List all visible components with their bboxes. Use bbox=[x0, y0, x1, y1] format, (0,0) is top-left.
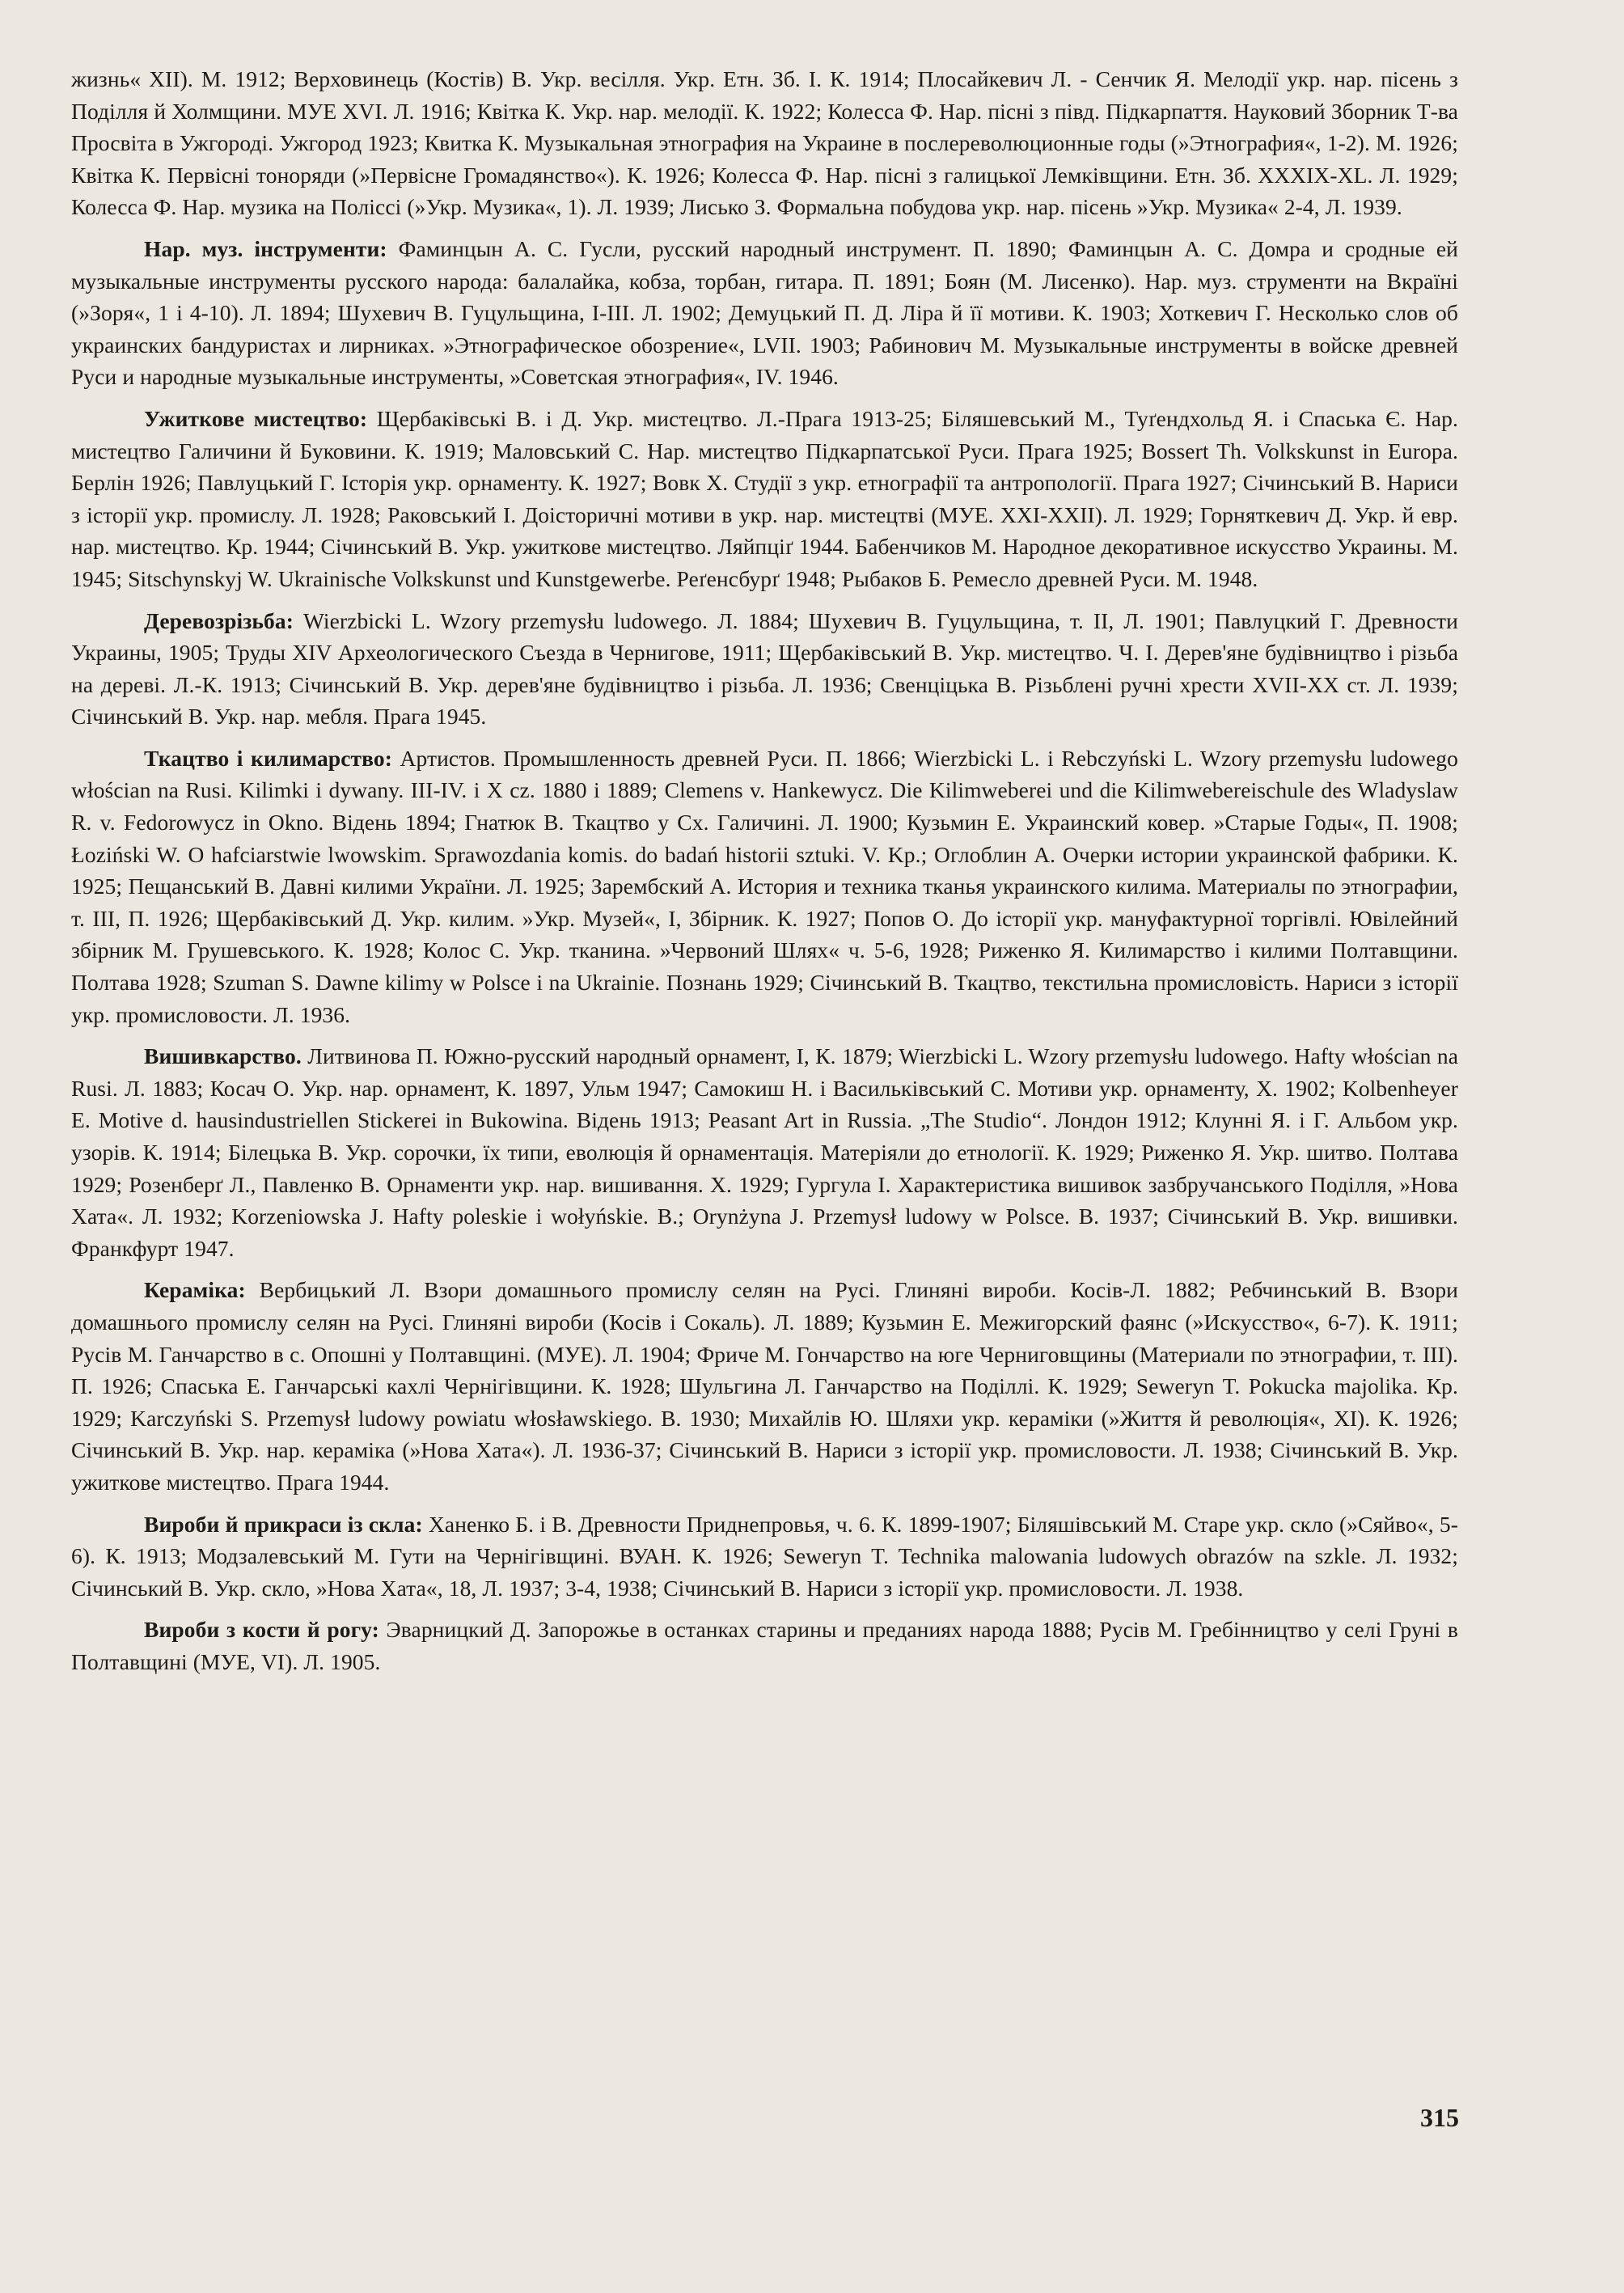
section-heading: Нар. муз. інструменти: bbox=[144, 235, 387, 261]
bibliography-paragraph-applied-art bbox=[71, 403, 1458, 595]
section-text: Wierzbicki L. Wzory przemysłu ludowego. Л. 1884; Шухевич В. Гуцульщина, т. II, Л. 1901; Павлуцкий Г. Древности Украины, 1905; Труды XIV Археологического Съезда в Чернигове, 1911; Щербаківський В. Укр. мистецтво. Ч. І. Дерев'яне будівництво і різьба на дереві. Л.-К. 1913; Січинський В. Укр. дерев'яне будівництво і різьба. Л. 1936; Свенціцька В. Різьблені ручні хрести XVII-XX ст. Л. 1939; Січинський В. Укр. нар. мебля. Прага 1945. bbox=[71, 607, 1458, 730]
section-heading: Вироби й прикраси із скла: bbox=[144, 1511, 423, 1537]
bibliography-paragraph-music bbox=[71, 63, 1458, 223]
section-heading: Деревозрізьба: bbox=[144, 607, 294, 633]
section-text: Щербаківські В. і Д. Укр. мистецтво. Л.-Прага 1913-25; Біляшевський М., Туґендхольд Я. і Спаська Є. Нар. мистецтво Галичини й Буковини. К. 1919; Маловський С. Нар. мистецтво Підкарпатської Руси. Прага 1925; Bossert Th. Volkskunst in Europa. Берлін 1926; Павлуцький Г. Історія укр. орнаменту. К. 1927; Вовк Х. Студії з укр. етнографії та антропології. Прага 1927; Січинський В. Нариси з історії укр. промислу. Л. 1928; Раковський І. Доісторичні мотиви в укр. нар. мистецтві (МУЕ. XXI-XXII). Л. 1929; Горняткевич Д. Укр. й евр. нар. мистецтво. Кр. 1944; Січинський В. Укр. ужиткове мистецтво. Ляйпціґ 1944. Бабенчиков М. Народное декоративное искусство Украины. М. 1945; Sitschynskyj W. Ukrainische Volkskunst und Kunstgewerbe. Реґенсбурґ 1948; Рыбаков Б. Ремесло древней Руси. М. 1948. bbox=[71, 405, 1458, 591]
section-text: Артистов. Промышленность древней Руси. П. 1866; Wierzbicki L. i Rebczyński L. Wzory przemysłu ludowego włościan na Rusi. Kilimki i dywany. III-IV. i X cz. 1880 i 1889; Clemens v. Hankewycz. Die Kilimweberei und die Kilimwebereischule des Wladyslaw R. v. Fedorowycz in Okno. Відень 1894; Гнатюк В. Ткацтво у Сх. Галичині. Л. 1900; Кузьмин Е. Украинский ковер. »Старые Годы«, П. 1908; Łoziński W. O hafciarstwie lwowskim. Sprawozdania komis. do badań historii sztuki. V. Kp.; Оглоблин А. Очерки истории украинской фабрики. К. 1925; Пещанський В. Давні килими України. Л. 1925; Зарембский А. История и техника тканья украинского килима. Материалы по этнографии, т. III, П. 1926; Щербаківський Д. Укр. килим. »Укр. Музей«, І, Збірник. К. 1927; Попов О. До історії укр. мануфактурної торгівлі. Ювілейний збірник М. Грушевського. К. 1928; Колос С. Укр. тканина. »Червоний Шлях« ч. 5-6, 1928; Риженко Я. Килимарство і килими Полтавщини. Полтава 1928; Szuman S. Dawne kilimy w Polsce i na Ukrainie. Познань 1929; Січинський В. Ткацтво, текстильна промисловість. Нариси з історії укр. промисловости. Л. 1936. bbox=[71, 745, 1458, 1027]
section-text: Фаминцын А. С. Гусли, русский народный инструмент. П. 1890; Фаминцын А. С. Домра и сродные ей музыкальные инструменты русского народа: балалайка, кобза, торбан, гитара. П. 1891; Боян (М. Лисенко). Нар. муз. струменти на Вкраїні (»Зоря«, 1 і 4-10). Л. 1894; Шухевич В. Гуцульщина, I-III. Л. 1902; Демуцький П. Д. Ліра й її мотиви. К. 1903; Хоткевич Г. Несколько слов об украинских бандуристах и лирниках. »Этнографическое обозрение«, LVII. 1903; Рабинович М. Музыкальные инструменты в войске древней Руси и народные музыкальные инструменты, »Советская этнография«, IV. 1946. bbox=[71, 235, 1458, 390]
section-heading: Кераміка: bbox=[144, 1277, 246, 1303]
bibliography-paragraph-bone-horn bbox=[71, 1614, 1458, 1677]
section-heading: Ужиткове мистецтво: bbox=[144, 405, 368, 431]
bibliography-text bbox=[71, 63, 1458, 1678]
bibliography-paragraph-ceramics bbox=[71, 1274, 1458, 1498]
section-text: Эварницкий Д. Запорожье в останках старины и преданиях народа 1888; Русів М. Гребінництво у селі Груні в Полтавщині (МУЕ, VI). Л. 1905. bbox=[71, 1617, 1458, 1674]
section-text: Литвинова П. Южно-русский народный орнамент, I, К. 1879; Wierzbicki L. Wzory przemysłu ludowego. Hafty włościan na Rusi. Л. 1883; Косач О. Укр. нар. орнамент, К. 1897, Ульм 1947; Самокиш Н. і Васильківський С. Мотиви укр. орнаменту, X. 1902; Kolbenheyer E. Motive d. hausindustriellen Stickerei in Bukowina. Відень 1913; Peasant Art in Russia. „The Studio“. Лондон 1912; Клунні Я. і Г. Альбом укр. узорів. К. 1914; Білецька В. Укр. сорочки, їх типи, еволюція й орнаментація. Матеріяли до етнології. К. 1929; Риженко Я. Укр. шитво. Полтава 1929; Розенберґ Л., Павленко В. Орнаменти укр. нар. вишивання. X. 1929; Гургула І. Характеристика вишивок зазбручанського Поділля, »Нова Хата«. Л. 1932; Korzeniowska J. Hafty poleskie i wołyńskie. B.; Orynżyna J. Przemysł ludowy w Polsce. B. 1937; Січинський В. Укр. вишивки. Франкфурт 1947. bbox=[71, 1043, 1458, 1261]
section-text: жизнь« XII). М. 1912; Верховинець (Костів) В. Укр. весілля. Укр. Етн. Зб. I. К. 1914; Плосайкевич Л. - Сенчик Я. Мелодії укр. нар. пісень з Поділля й Холмщини. МУЕ XVI. Л. 1916; Квітка К. Укр. нар. мелодії. К. 1922; Колесса Ф. Нар. пісні з півд. Підкарпаття. Науковий Зборник Т-ва Просвіта в Ужгороді. Ужгород 1923; Квитка К. Музыкальная этнография на Украине в послереволюционные годы (»Этнография«, 1-2). М. 1926; Квітка К. Первісні тоноряди (»Первісне Громадянство«). К. 1926; Колесса Ф. Нар. пісні з галицької Лемківщини. Етн. Зб. XXXIX-XL. Л. 1929; Колесса Ф. Нар. музика на Поліссі (»Укр. Музика«, 1). Л. 1939; Лисько З. Формальна побудова укр. нар. пісень »Укр. Музика« 2-4, Л. 1939. bbox=[71, 66, 1458, 220]
section-text: Вербицький Л. Взори домашнього промислу селян на Русі. Глиняні вироби. Косів-Л. 1882; Ребчинський В. Взори домашнього промислу селян на Русі. Глиняні вироби (Косів і Сокаль). Л. 1889; Кузьмин Е. Межигорский фаянс (»Искусство«, 6-7). К. 1911; Русів М. Ганчарство в с. Опошні у Полтавщині. (МУЕ). Л. 1904; Фриче М. Гончарство на юге Черниговщины (Материали по этнографии, т. III). П. 1926; Спаська Е. Ганчарські кахлі Чернігівщини. К. 1928; Шульгина Л. Ганчарство на Поділлі. К. 1929; Sewerуn T. Pokucka majolika. Кр. 1929; Karczyński S. Przemysł ludowy powiatu włosławskiego. В. 1930; Михайлів Ю. Шляхи укр. кераміки (»Життя й революція«, XI). К. 1926; Січинський В. Укр. нар. кераміка (»Нова Хата«). Л. 1936-37; Січинський В. Нариси з історії укр. промисловости. Л. 1938; Січинський В. Укр. ужиткове мистецтво. Прага 1944. bbox=[71, 1277, 1458, 1495]
bibliography-paragraph-woodcarving bbox=[71, 605, 1458, 733]
bibliography-paragraph-glass bbox=[71, 1508, 1458, 1605]
section-heading: Вишивкарство. bbox=[144, 1043, 302, 1069]
section-heading: Ткацтво і килимарство: bbox=[144, 745, 393, 771]
bibliography-paragraph-instruments bbox=[71, 233, 1458, 393]
bibliography-paragraph-embroidery bbox=[71, 1040, 1458, 1264]
section-text: Ханенко Б. і В. Древности Приднепровья, ч. 6. К. 1899-1907; Біляшівський М. Старе укр. скло (»Сяйво«, 5-6). К. 1913; Модзалевський М. Гути на Чернігівщині. ВУАН. К. 1926; Sewerуn T. Technika malowania ludowych obrazów na szkle. Л. 1932; Січинський В. Укр. скло, »Нова Хата«, 18, Л. 1937; 3-4, 1938; Січинський В. Нариси з історії укр. промисловости. Л. 1938. bbox=[71, 1511, 1458, 1601]
bibliography-paragraph-weaving bbox=[71, 742, 1458, 1030]
page-number: 315 bbox=[1420, 2103, 1459, 2132]
section-heading: Вироби з кости й рогу: bbox=[144, 1617, 379, 1643]
